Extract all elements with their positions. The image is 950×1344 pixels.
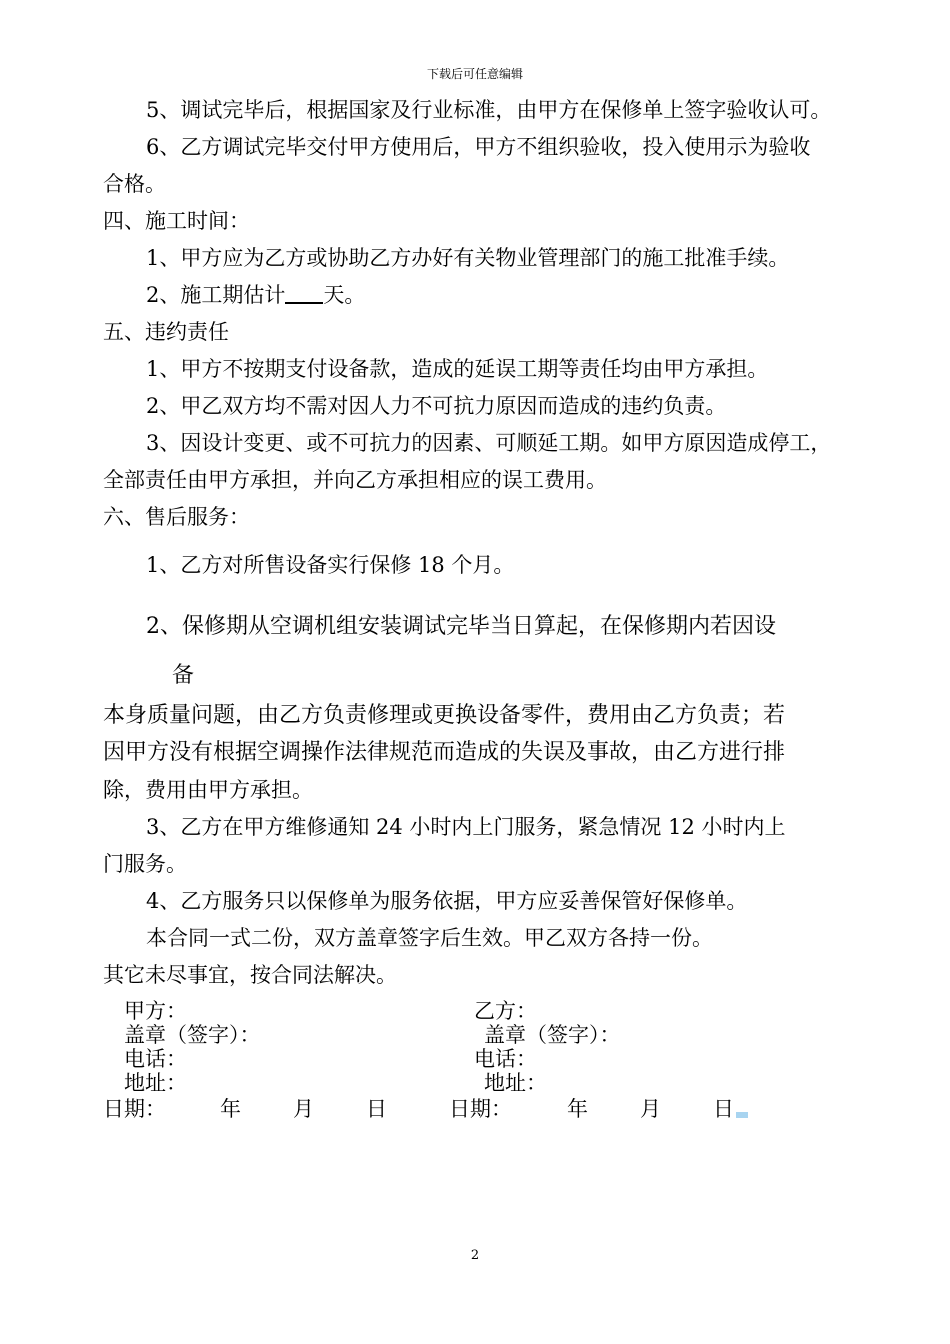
clause-6-2-cont-1: 本身质量问题，由乙方负责修理或更换设备零件，费用由乙方负责；若 bbox=[103, 703, 786, 728]
clause-6-2: 2、保修期从空调机组安装调试完毕当日算起，在保修期内若因设 bbox=[146, 614, 776, 639]
party-b-year-label: 年 bbox=[567, 1097, 588, 1121]
party-a-month-label: 月 bbox=[293, 1097, 314, 1121]
party-a-year-label: 年 bbox=[220, 1097, 241, 1121]
party-a-date-label: 日期： bbox=[103, 1097, 166, 1121]
party-b-month-label: 月 bbox=[640, 1097, 661, 1121]
clause-5-acceptance: 5、调试完毕后，根据国家及行业标准，由甲方在保修单上签字验收认可。 bbox=[146, 98, 832, 122]
clause-6-continued: 合格。 bbox=[103, 172, 166, 196]
party-b-phone-label: 电话： bbox=[474, 1047, 537, 1071]
clause-6-1: 1、乙方对所售设备实行保修 18 个月。 bbox=[146, 553, 515, 577]
clause-6-2-cont-2: 因甲方没有根据空调操作法律规范而造成的失误及事故，由乙方进行排 bbox=[103, 740, 786, 765]
days-blank-field bbox=[285, 282, 323, 304]
party-b-address-label: 地址： bbox=[484, 1071, 547, 1095]
party-b-date-label: 日期： bbox=[449, 1097, 512, 1121]
party-a-seal-label: 盖章（签字）： bbox=[124, 1023, 261, 1047]
clause-5-1: 1、甲方不按期支付设备款，造成的延误工期等责任均由甲方承担。 bbox=[146, 357, 769, 381]
party-a-phone-label: 电话： bbox=[124, 1047, 187, 1071]
text-cursor-marker bbox=[736, 1112, 748, 1118]
clause-6-delivery: 6、乙方调试完毕交付甲方使用后，甲方不组织验收，投入使用示为验收 bbox=[146, 135, 811, 159]
clause-5-3: 3、因设计变更、或不可抗力的因素、可顺延工期。如甲方原因造成停工， bbox=[146, 431, 832, 455]
page-number: 2 bbox=[470, 1248, 480, 1263]
section-5-heading: 五、违约责任 bbox=[103, 320, 229, 344]
party-a-address-label: 地址： bbox=[124, 1071, 187, 1095]
party-b-day-label: 日 bbox=[713, 1097, 734, 1121]
other-matters-statement: 其它未尽事宜，按合同法解决。 bbox=[103, 963, 397, 987]
clause-5-3-continued: 全部责任由甲方承担，并向乙方承担相应的误工费用。 bbox=[103, 468, 607, 492]
party-b-label: 乙方： bbox=[474, 999, 537, 1023]
party-b-seal-label: 盖章（签字）： bbox=[484, 1023, 621, 1047]
clause-6-4: 4、乙方服务只以保修单为服务依据，甲方应妥善保管好保修单。 bbox=[146, 889, 748, 913]
party-a-day-label: 日 bbox=[366, 1097, 387, 1121]
clause-5-2: 2、甲乙双方均不需对因人力不可抗力原因而造成的违约负责。 bbox=[146, 394, 727, 418]
clause-4-2-unit: 天。 bbox=[323, 283, 366, 307]
copies-statement: 本合同一式二份，双方盖章签字后生效。甲乙双方各持一份。 bbox=[146, 926, 713, 950]
page-header: 下载后可任意编辑 bbox=[426, 67, 523, 81]
section-4-heading: 四、施工时间： bbox=[103, 209, 250, 233]
clause-4-1: 1、甲方应为乙方或协助乙方办好有关物业管理部门的施工批准手续。 bbox=[146, 246, 790, 270]
clause-6-3-continued: 门服务。 bbox=[103, 852, 187, 876]
clause-4-2 bbox=[146, 282, 365, 308]
party-a-label: 甲方： bbox=[124, 999, 187, 1023]
party-b-day-group bbox=[713, 1097, 748, 1121]
clause-4-2-text: 2、施工期估计 bbox=[146, 283, 286, 307]
clause-6-3: 3、乙方在甲方维修通知 24 小时内上门服务，紧急情况 12 小时内上 bbox=[146, 815, 786, 839]
clause-6-2-wrap: 备 bbox=[172, 663, 195, 688]
clause-6-2-cont-3: 除，费用由甲方承担。 bbox=[103, 778, 313, 802]
section-6-heading: 六、售后服务： bbox=[103, 505, 250, 529]
